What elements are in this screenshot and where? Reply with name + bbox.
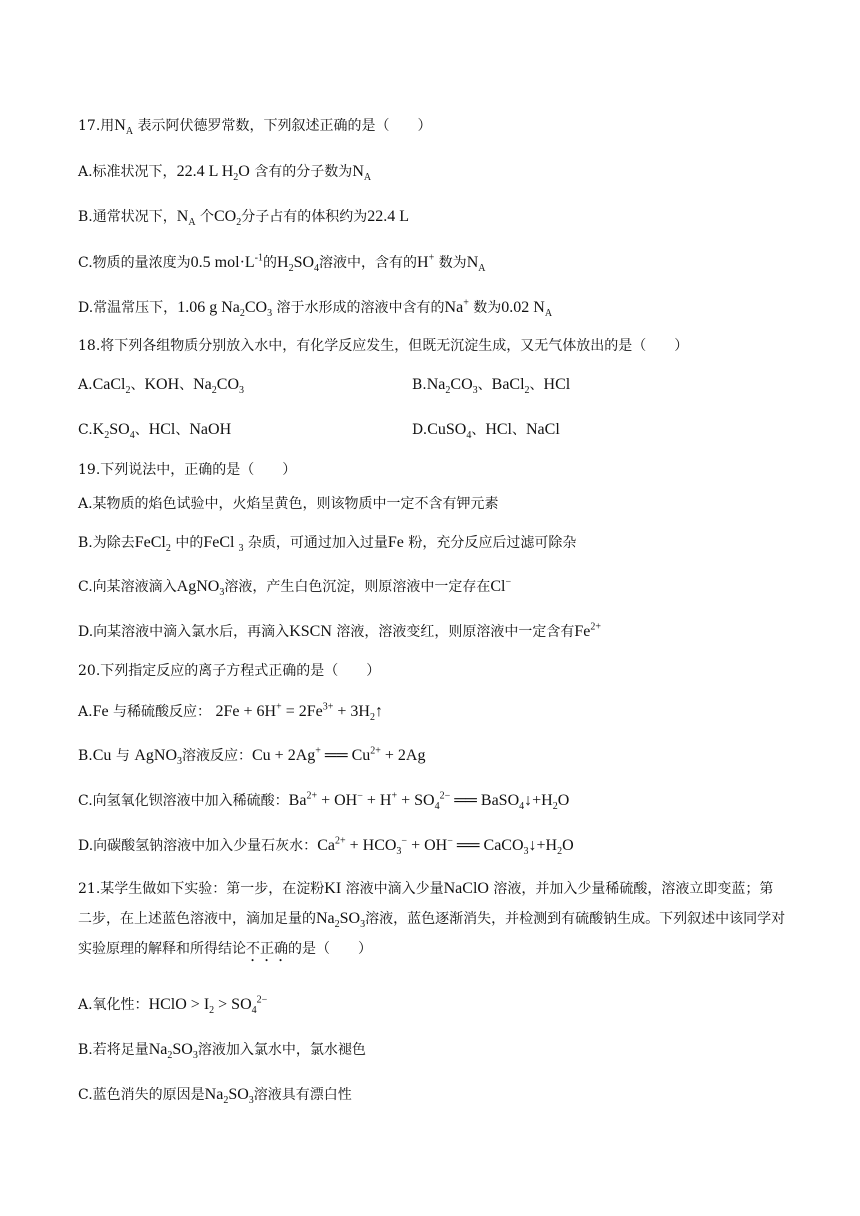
question-20-option-b: B.Cu 与 AgNO$_3$溶液反应：Cu + 2Ag+ ══ $Cu^{2+} + 2Ag$: [78, 745, 426, 768]
question-19-option-a: A.某物质的焰色试验中，火焰呈黄色，则该物质中一定不含有钾元素: [78, 496, 499, 512]
question-19-option-d: D.向某溶液中滴入氯水后，再滴入KSCN 溶液，溶液变红，则原溶液中一定含有$Fe^{2+}$: [78, 621, 601, 640]
question-18-option-c: $C.K_2SO_4$、HCl、NaOH: [78, 421, 232, 442]
question-17-option-d: D.常温常压下，1.06 g $Na_2CO_3$ 溶于水形成的溶液中含有的Na+ 数为0.02 $N_A$: [78, 297, 553, 320]
question-20-option-a: A.Fe 与稀硫酸反应： $2Fe + 6H^+ = 2Fe^{3+}$ + $3H_2↑$: [78, 701, 383, 724]
question-19-option-c: C.向某溶液滴入AgNO$_3$溶液，产生白色沉淀，则原溶液中一定存在Cl−: [78, 576, 512, 599]
question-19-stem: 19.下列说法中，正确的是（ ）: [78, 462, 297, 478]
question-17-option-c: C.物质的量浓度为0.5 $mol\cdot L^{-1}$的$H_2SO_4$溶液中，含有的H+ 数为$N_A$: [78, 252, 486, 275]
question-18-option-d: D.CuSO$_4$、HCl、NaCl: [412, 421, 560, 442]
question-21-option-a: A.氧化性：HClO > $I_2 > SO_4^{2-}$: [78, 994, 268, 1017]
question-21-option-c: C.蓝色消失的原因是$Na_2SO_3$溶液具有漂白性: [78, 1086, 352, 1107]
question-18-stem: 18.将下列各组物质分别放入水中，有化学反应发生，但既无沉淀生成，又无气体放出的是（ ）: [78, 338, 689, 354]
question-20-option-c: C.向氢氧化钡溶液中加入稀硫酸：$Ba^{2+} + OH^- + H^+ + SO_4^{2-}$ ══ $BaSO_4↓+H_2O$: [78, 790, 570, 813]
question-17-option-b: B.通常状况下，$N_A$ 个$CO_2$分子占有的体积约为22.4 L: [78, 208, 410, 229]
question-21-stem: 21.某学生做如下实验：第一步，在淀粉KI 溶液中滴入少量NaClO 溶液，并加入少量稀硫酸，溶液立即变蓝；第二步，在上述蓝色溶液中，滴加足量的$Na_2SO_3$溶液，蓝色逐渐消失，并检测到有硫酸钠生成。下列叙述中该同学对实验原理的解释和所得结论不正确的是（ ）: [78, 880, 786, 957]
emphasis-not-correct: 不正确: [246, 941, 288, 957]
question-20-option-d: D.向碳酸氢钠溶液中加入少量石灰水：$Ca^{2+} + HCO_3^- + OH^-$ ══ $CaCO_3↓+H_2O$: [78, 835, 574, 858]
question-18-option-b: $B.Na_2CO_3$、BaCl$_2$、HCl: [412, 376, 571, 397]
question-19-option-b: B.为除去FeCl$_2$ 中的FeCl $_3$ 杂质，可通过加入过量Fe 粉，充分反应后过滤可除杂: [78, 534, 577, 555]
question-18-option-a: A.CaCl$_2$、KOH、$Na_2CO_3$: [78, 376, 245, 397]
question-20-stem: 20.下列指定反应的离子方程式正确的是（ ）: [78, 663, 381, 679]
question-17-option-a: A.标准状况下，22.4 L $H_2O$ 含有的分子数为$N_A$: [78, 163, 372, 184]
question-17-stem: 17.用$N_A$ 表示阿伏德罗常数，下列叙述正确的是（ ）: [78, 117, 432, 138]
question-21-option-b: B.若将足量$Na_2SO_3$溶液加入氯水中，氯水褪色: [78, 1041, 366, 1062]
